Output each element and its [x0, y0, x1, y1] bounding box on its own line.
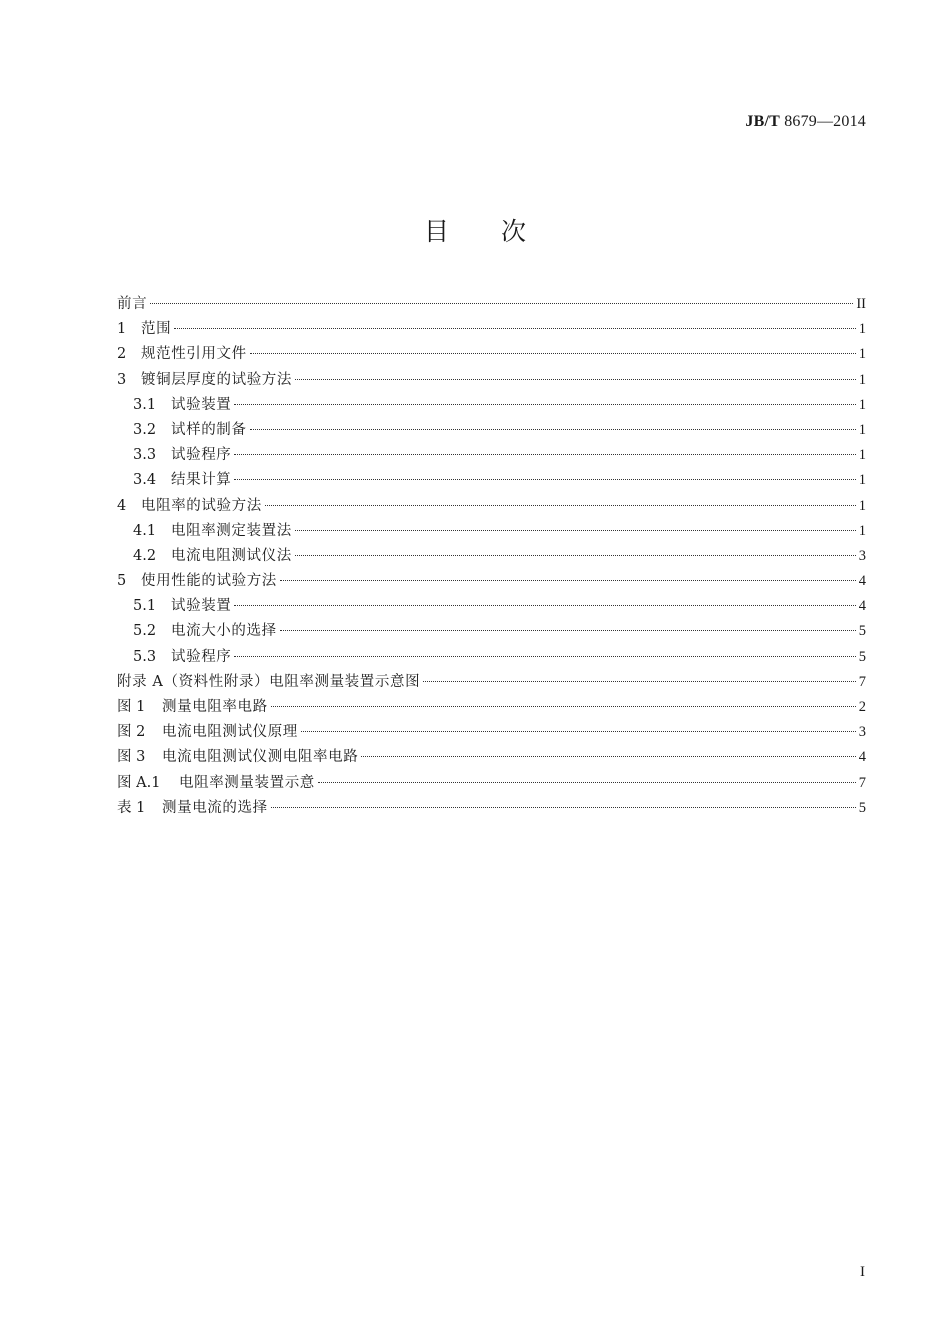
- toc-entry-page: 1: [858, 371, 866, 388]
- toc-entry-number: 图 1: [117, 699, 146, 715]
- toc-entry-label: 试验装置: [171, 396, 232, 413]
- toc-entry-3-3[interactable]: [117, 443, 866, 468]
- toc-dot-leader: [280, 630, 856, 631]
- toc-entry-page: 5: [858, 799, 866, 816]
- toc-dot-leader: [280, 580, 856, 581]
- toc-entry-label: 电阻率测定装置法: [171, 522, 292, 539]
- toc-entry-page: 5: [858, 623, 866, 640]
- toc-entry-label: 附录 A（资料性附录）电阻率测量装置示意图: [117, 673, 421, 690]
- toc-dot-leader: [265, 505, 856, 506]
- standard-prefix: JB/T: [745, 113, 780, 130]
- toc-entry-label: 范围: [141, 321, 172, 338]
- toc-entry-number: 3.1: [133, 396, 157, 413]
- toc-entry-number: 3.2: [133, 421, 157, 438]
- toc-entry-page: 4: [858, 598, 866, 615]
- toc-entry-number: 图 2: [117, 724, 146, 741]
- toc-entry-page: II: [856, 296, 866, 312]
- toc-entry-figure-3[interactable]: [117, 745, 866, 770]
- toc-entry-page: 1: [858, 472, 866, 489]
- toc-entry-figure-2[interactable]: [117, 720, 866, 745]
- toc-entry-number: 5.2: [133, 623, 157, 640]
- toc-entry-label: 测量电流的选择: [162, 799, 268, 816]
- toc-entry-label: 试验装置: [171, 598, 232, 615]
- toc-entry-page: 7: [858, 774, 866, 791]
- toc-entry-4-1[interactable]: [117, 519, 866, 544]
- toc-dot-leader: [234, 454, 855, 455]
- toc-dot-leader: [301, 731, 856, 732]
- toc-dot-leader: [295, 530, 856, 531]
- toc-entry-2[interactable]: [117, 342, 866, 367]
- toc-dot-leader: [295, 555, 856, 556]
- toc-entry-figure-a1[interactable]: [117, 771, 866, 796]
- toc-entry-foreword[interactable]: [117, 292, 866, 317]
- toc-entry-page: 1: [858, 522, 866, 539]
- toc-entry-appendix-a[interactable]: [117, 670, 866, 695]
- toc-entry-page: 1: [858, 447, 866, 464]
- toc-dot-leader: [234, 479, 855, 480]
- toc-dot-leader: [250, 429, 856, 430]
- page-number: I: [860, 1264, 865, 1280]
- toc-dot-leader: [295, 379, 856, 380]
- toc-entry-number: 图 3: [117, 749, 146, 766]
- toc-entry-number: 4: [117, 497, 127, 514]
- toc-entry-3[interactable]: [117, 368, 866, 393]
- toc-dot-leader: [423, 681, 856, 682]
- toc-entry-label: 镀铜层厚度的试验方法: [141, 371, 292, 388]
- toc-entry-table-1[interactable]: [117, 796, 866, 821]
- toc-dot-leader: [150, 303, 853, 304]
- standard-code: [745, 113, 866, 131]
- toc-entry-page: 1: [858, 321, 866, 338]
- toc-dot-leader: [174, 328, 856, 329]
- toc-title: 目次: [423, 217, 578, 246]
- toc-entry-4[interactable]: [117, 494, 866, 519]
- toc-entry-page: 3: [858, 547, 866, 564]
- toc-dot-leader: [271, 706, 856, 707]
- table-of-contents: [117, 292, 866, 821]
- toc-entry-page: 2: [858, 699, 866, 715]
- toc-entry-page: 1: [858, 497, 866, 514]
- toc-entry-page: 7: [858, 673, 866, 690]
- toc-entry-3-4[interactable]: [117, 468, 866, 493]
- toc-entry-number: 1: [117, 321, 127, 338]
- toc-entry-5[interactable]: [117, 569, 866, 594]
- toc-entry-3-1[interactable]: [117, 393, 866, 418]
- toc-entry-number: 3: [117, 371, 127, 388]
- toc-entry-5-3[interactable]: [117, 645, 866, 670]
- toc-entry-label: 前言: [117, 296, 148, 312]
- toc-dot-leader: [250, 353, 856, 354]
- standard-number: 8679—2014: [784, 113, 866, 130]
- toc-entry-number: 2: [117, 346, 127, 363]
- toc-entry-5-1[interactable]: [117, 594, 866, 619]
- toc-entry-label: 结果计算: [171, 472, 232, 489]
- toc-entry-number: 表 1: [117, 799, 146, 816]
- toc-dot-leader: [271, 807, 856, 808]
- toc-entry-label: 测量电阻率电路: [162, 699, 268, 715]
- toc-entry-number: 4.2: [133, 547, 157, 564]
- toc-entry-page: 4: [858, 573, 866, 590]
- toc-entry-page: 5: [858, 648, 866, 665]
- toc-dot-leader: [234, 605, 855, 606]
- toc-entry-number: 5.1: [133, 598, 157, 615]
- toc-entry-5-2[interactable]: [117, 619, 866, 644]
- toc-entry-page: 3: [858, 724, 866, 741]
- toc-entry-number: 3.4: [133, 472, 157, 489]
- toc-entry-page: 1: [858, 421, 866, 438]
- toc-entry-page: 4: [858, 749, 866, 766]
- toc-dot-leader: [234, 404, 855, 405]
- toc-entry-number: 4.1: [133, 522, 157, 539]
- toc-entry-number: 5.3: [133, 648, 157, 665]
- toc-entry-1[interactable]: [117, 317, 866, 342]
- toc-entry-label: 试样的制备: [171, 421, 247, 438]
- toc-entry-number: 5: [117, 573, 127, 590]
- toc-dot-leader: [234, 656, 855, 657]
- toc-dot-leader: [318, 782, 856, 783]
- toc-entry-label: 电流大小的选择: [171, 623, 277, 640]
- toc-entry-label: 电流电阻测试仪原理: [162, 724, 298, 741]
- toc-entry-3-2[interactable]: [117, 418, 866, 443]
- toc-entry-label: 电阻率的试验方法: [141, 497, 262, 514]
- toc-entry-page: 1: [858, 396, 866, 413]
- toc-entry-number: 图 A.1: [117, 774, 161, 791]
- toc-entry-label: 电流电阻测试仪法: [171, 547, 292, 564]
- toc-entry-page: 1: [858, 346, 866, 363]
- toc-entry-4-2[interactable]: [117, 544, 866, 569]
- toc-entry-label: 电流电阻测试仪测电阻率电路: [162, 749, 359, 766]
- toc-entry-figure-1[interactable]: [117, 695, 866, 720]
- toc-dot-leader: [361, 756, 855, 757]
- toc-entry-label: 电阻率测量装置示意: [179, 774, 315, 791]
- toc-entry-label: 规范性引用文件: [141, 346, 247, 363]
- toc-entry-label: 试验程序: [171, 447, 232, 464]
- toc-entry-label: 试验程序: [171, 648, 232, 665]
- toc-entry-label: 使用性能的试验方法: [141, 573, 277, 590]
- toc-entry-number: 3.3: [133, 447, 157, 464]
